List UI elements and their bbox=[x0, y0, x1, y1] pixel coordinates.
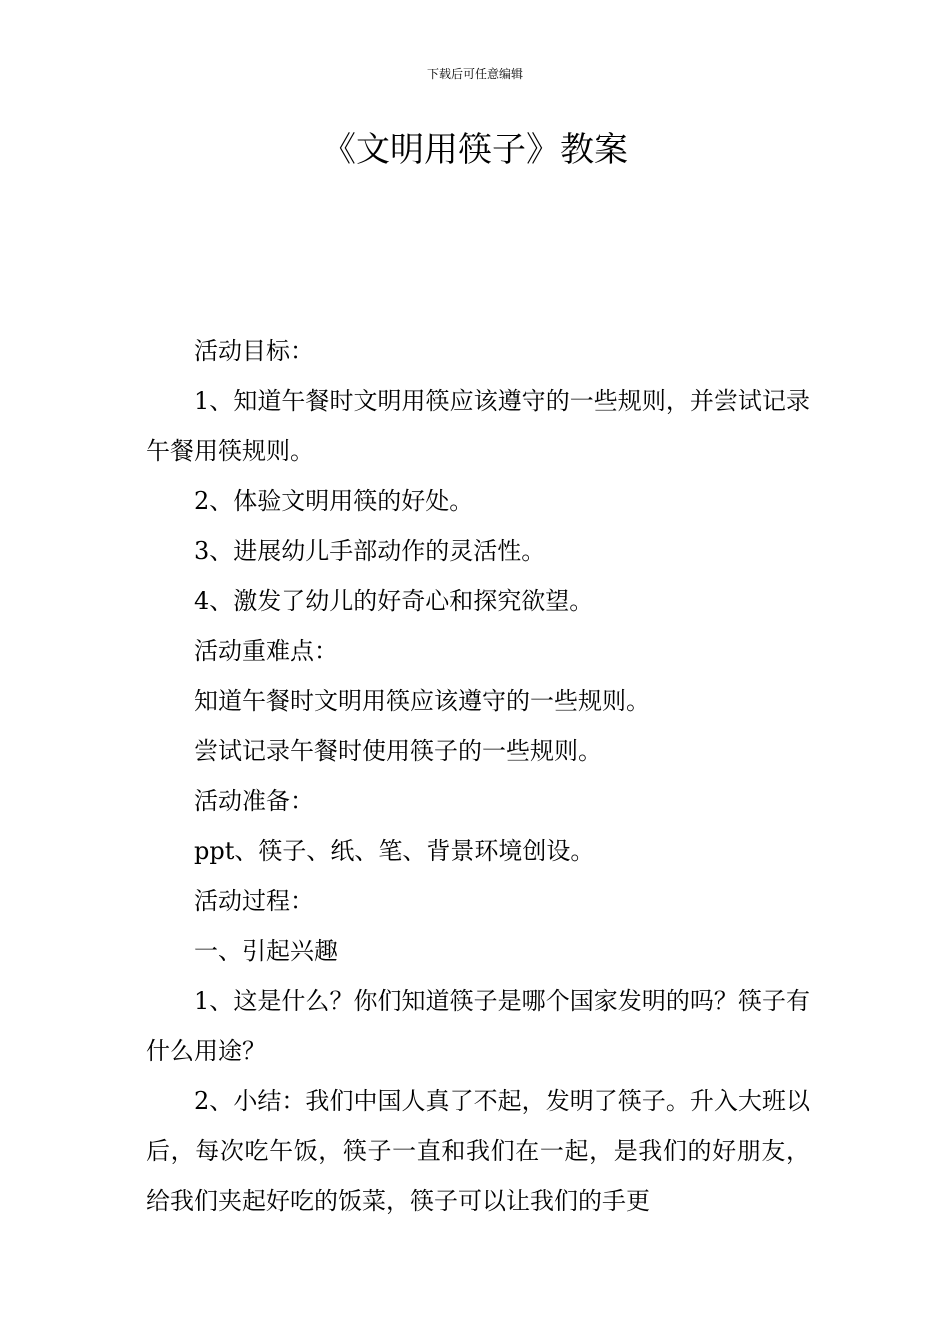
document-body bbox=[146, 326, 810, 1226]
paragraph-preparation: ppt、筷子、纸、笔、背景环境创设。 bbox=[194, 837, 595, 865]
header-note: 下载后可任意编辑 bbox=[426, 67, 523, 81]
paragraph-heading-goals: 活动目标： bbox=[194, 337, 314, 365]
paragraph-heading-keypoints: 活动重难点： bbox=[194, 637, 338, 665]
paragraph-process-1: 1、这是什么？你们知道筷子是哪个国家发明的吗？筷子有什么用途？ bbox=[146, 987, 810, 1065]
paragraph-goal-4: 4、激发了幼儿的好奇心和探究欲望。 bbox=[194, 587, 594, 615]
paragraph-keypoint-1: 知道午餐时文明用筷应该遵守的一些规则。 bbox=[194, 687, 650, 715]
paragraph-goal-2: 2、体验文明用筷的好处。 bbox=[194, 487, 474, 515]
paragraph-heading-process: 活动过程： bbox=[194, 887, 314, 915]
paragraph-goal-1: 1、知道午餐时文明用筷应该遵守的一些规则，并尝试记录午餐用筷规则。 bbox=[146, 387, 810, 465]
paragraph-heading-preparation: 活动准备： bbox=[194, 787, 314, 815]
paragraph-keypoint-2: 尝试记录午餐时使用筷子的一些规则。 bbox=[194, 737, 602, 765]
document-title: 《文明用筷子》教案 bbox=[322, 130, 628, 170]
paragraph-section-1: 一、引起兴趣 bbox=[194, 937, 338, 965]
paragraph-goal-3: 3、进展幼儿手部动作的灵活性。 bbox=[194, 537, 546, 565]
paragraph-process-2: 2、小结：我们中国人真了不起，发明了筷子。升入大班以后，每次吃午饭，筷子一直和我们在一起，是我们的好朋友，给我们夹起好吃的饭菜，筷子可以让我们的手更 bbox=[146, 1087, 810, 1215]
